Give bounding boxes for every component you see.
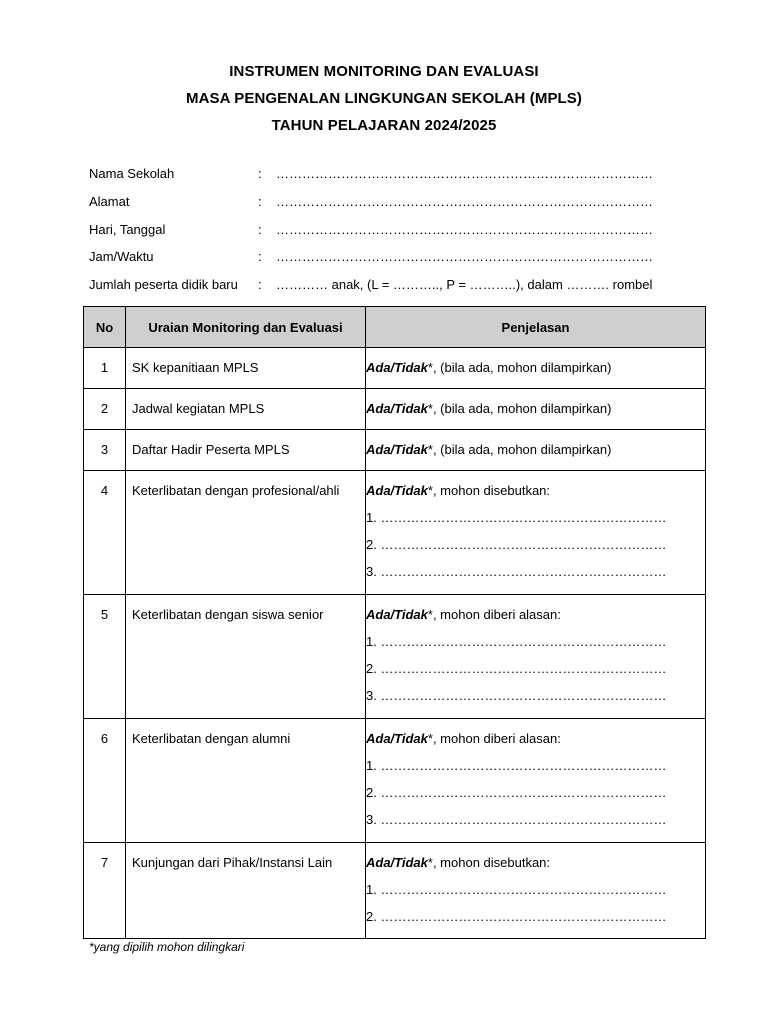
title-line-3: TAHUN PELAJARAN 2024/2025: [271, 117, 497, 134]
uraian-cell: [126, 471, 366, 595]
row-number-cell: [84, 430, 126, 471]
fill-in-line[interactable]: 3. …………………………………………………………: [366, 812, 667, 827]
info-label: Jumlah peserta didik baru: [89, 277, 238, 293]
penjelasan-note: *, (bila ada, mohon dilampirkan): [427, 401, 612, 416]
info-colon: :: [258, 166, 262, 181]
fill-in-line[interactable]: 2. …………………………………………………………: [366, 785, 667, 800]
table-row: [84, 471, 706, 595]
info-value: ……………………………………………………………………………: [276, 221, 653, 237]
penjelasan-cell: [366, 430, 706, 471]
evaluation-table: [83, 306, 706, 939]
info-row-nama-sekolah: [89, 164, 709, 192]
penjelasan-text: [366, 430, 705, 458]
ada-tidak-option[interactable]: Ada/Tidak: [366, 607, 428, 622]
penjelasan-note: *, (bila ada, mohon dilampirkan): [427, 442, 612, 457]
penjelasan-text: [366, 595, 705, 623]
info-row-jumlah-peserta: [89, 275, 709, 303]
info-label: Jam/Waktu: [89, 249, 154, 265]
row-number-cell: [84, 471, 126, 595]
penjelasan-cell: [366, 348, 706, 389]
info-value: ……………………………………………………………………………: [276, 193, 653, 209]
penjelasan-cell: [366, 719, 706, 843]
penjelasan-cell: [366, 471, 706, 595]
fill-in-line[interactable]: 1. …………………………………………………………: [366, 882, 667, 897]
uraian-text: Keterlibatan dengan profesional/ahli: [132, 483, 340, 498]
table-row: [84, 348, 706, 389]
row-number: 7: [100, 855, 109, 870]
fill-in-line[interactable]: 1. …………………………………………………………: [366, 510, 667, 525]
penjelasan-note: *, (bila ada, mohon dilampirkan): [427, 360, 612, 375]
table-header-row: [84, 307, 706, 348]
row-number: 2: [100, 401, 109, 416]
document-title: [0, 58, 768, 139]
penjelasan-note: *, mohon disebutkan:: [427, 855, 551, 870]
info-colon: :: [258, 221, 262, 237]
fill-in-line[interactable]: 2. …………………………………………………………: [366, 537, 667, 552]
title-line-2: MASA PENGENALAN LINGKUNGAN SEKOLAH (MPLS): [185, 90, 583, 107]
ada-tidak-option[interactable]: Ada/Tidak: [366, 483, 428, 498]
row-number: 1: [100, 360, 109, 375]
uraian-cell: [126, 843, 366, 939]
row-number-cell: [84, 348, 126, 389]
uraian-text: Keterlibatan dengan siswa senior: [132, 607, 324, 622]
fill-in-line[interactable]: 2. …………………………………………………………: [366, 909, 667, 924]
uraian-text: Jadwal kegiatan MPLS: [132, 401, 265, 416]
row-number: 3: [100, 442, 109, 457]
table-row: [84, 843, 706, 939]
penjelasan-note: *, mohon diberi alasan:: [427, 731, 561, 746]
ada-tidak-option[interactable]: Ada/Tidak: [366, 855, 428, 870]
table-row: [84, 595, 706, 719]
uraian-cell: [126, 430, 366, 471]
info-value: ……………………………………………………………………………: [276, 166, 653, 181]
row-number: 6: [100, 731, 109, 746]
row-number-cell: [84, 843, 126, 939]
penjelasan-text: [366, 389, 705, 417]
penjelasan-text: [366, 471, 705, 499]
title-line-1: INSTRUMEN MONITORING DAN EVALUASI: [229, 63, 539, 80]
penjelasan-cell: [366, 389, 706, 430]
uraian-text: Daftar Hadir Peserta MPLS: [132, 442, 290, 457]
info-row-hari-tanggal: [89, 220, 709, 248]
table-row: [84, 430, 706, 471]
fill-in-line[interactable]: 2. …………………………………………………………: [366, 661, 667, 676]
row-number: 5: [100, 607, 109, 622]
ada-tidak-option[interactable]: Ada/Tidak: [366, 731, 428, 746]
footnote: *yang dipilih mohon dilingkari: [89, 940, 245, 954]
ada-tidak-option[interactable]: Ada/Tidak: [366, 442, 428, 457]
info-label: Alamat: [89, 193, 130, 209]
info-colon: :: [258, 249, 262, 265]
penjelasan-cell: [366, 595, 706, 719]
uraian-cell: [126, 348, 366, 389]
header-penjelasan: Penjelasan: [366, 307, 706, 348]
penjelasan-cell: [366, 843, 706, 939]
penjelasan-note: *, mohon disebutkan:: [427, 483, 551, 498]
ada-tidak-option[interactable]: Ada/Tidak: [366, 401, 428, 416]
header-no: No: [84, 307, 126, 348]
info-colon: :: [258, 277, 262, 293]
uraian-text: Kunjungan dari Pihak/Instansi Lain: [132, 855, 333, 870]
uraian-text: Keterlibatan dengan alumni: [132, 731, 291, 746]
penjelasan-note: *, mohon diberi alasan:: [427, 607, 561, 622]
penjelasan-text: [366, 843, 705, 871]
penjelasan-text: [366, 348, 705, 376]
header-uraian: Uraian Monitoring dan Evaluasi: [126, 307, 366, 348]
info-value: ……………………………………………………………………………: [276, 249, 653, 265]
uraian-cell: [126, 595, 366, 719]
table-row: [84, 719, 706, 843]
fill-in-line[interactable]: 3. …………………………………………………………: [366, 564, 667, 579]
row-number: 4: [100, 483, 109, 498]
info-label: Hari, Tanggal: [89, 221, 166, 237]
fill-in-line[interactable]: 1. …………………………………………………………: [366, 758, 667, 773]
row-number-cell: [84, 719, 126, 843]
fill-in-line[interactable]: 3. …………………………………………………………: [366, 688, 667, 703]
row-number-cell: [84, 595, 126, 719]
row-number-cell: [84, 389, 126, 430]
info-label: Nama Sekolah: [89, 166, 175, 181]
info-row-alamat: [89, 192, 709, 220]
uraian-text: SK kepanitiaan MPLS: [132, 360, 259, 375]
ada-tidak-option[interactable]: Ada/Tidak: [366, 360, 428, 375]
info-colon: :: [258, 193, 262, 209]
penjelasan-text: [366, 719, 705, 747]
table-row: [84, 389, 706, 430]
uraian-cell: [126, 389, 366, 430]
info-value: ………… anak, (L = ……….., P = ………..), dalam ………. rombel: [276, 277, 653, 293]
info-row-jam-waktu: [89, 247, 709, 275]
uraian-cell: [126, 719, 366, 843]
school-info-section: [89, 164, 709, 303]
fill-in-line[interactable]: 1. …………………………………………………………: [366, 634, 667, 649]
